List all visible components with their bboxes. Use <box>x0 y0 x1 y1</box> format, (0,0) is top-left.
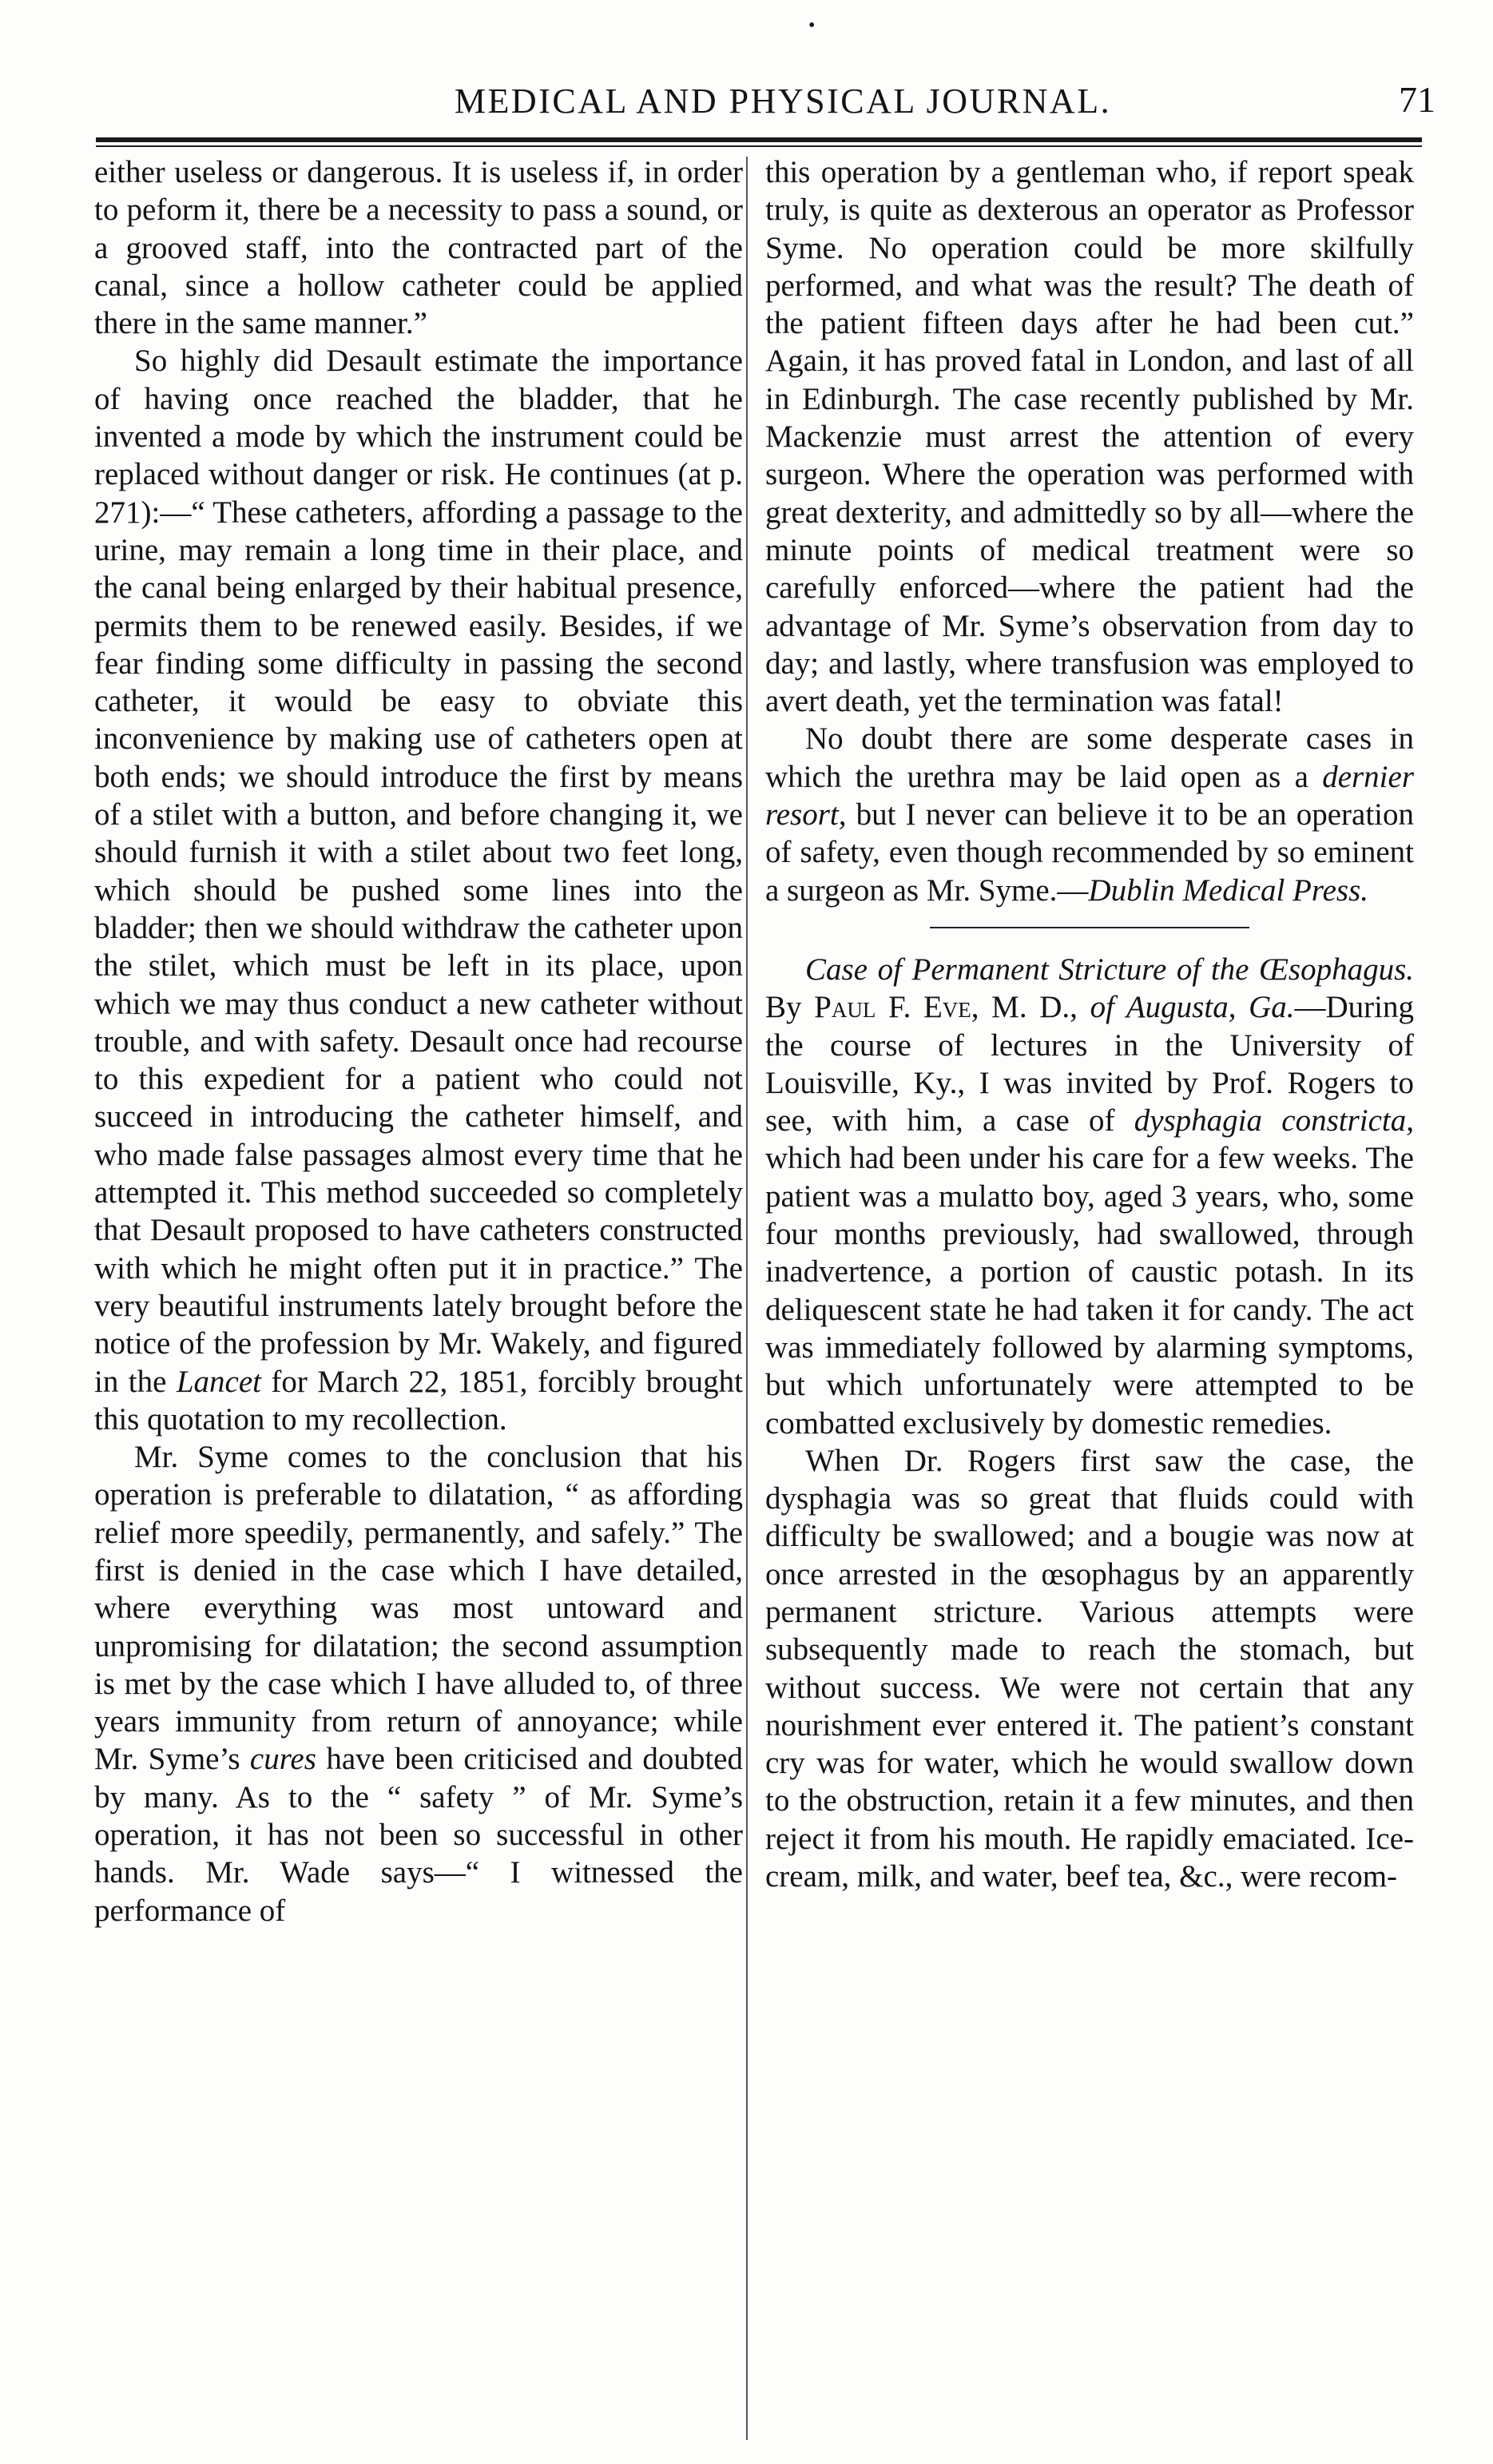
paragraph: this operation by a gentleman who, if report speak truly, is quite as dexterous an operator as Professor Syme. No operation could be more skilfully performed, and what was the result? The death of the patient fifteen days after he had been cut.” Again, it has proved fatal in London, and last of all in Edinburgh. The case recently published by Mr. Mackenzie must arrest the attention of every surgeon. Where the operation was performed with great dexterity, and admittedly so by all—where the minute points of medical treatment were so carefully enforced—where the patient had the advantage of Mr. Syme’s observation from day to day; and lastly, where transfusion was employed to avert death, yet the termination was fatal! <box>765 155 1414 719</box>
paragraph: either useless or dangerous. It is useless if, in order to peform it, there be a necessity to pass a sound, or a grooved staff, into the contracted part of the canal, since a hollow catheter could be applied there in the same manner.” <box>94 155 743 341</box>
section-rule <box>930 927 1249 928</box>
paragraph-text: have been criticised and doubted by many. As to the “ safety ” of Mr. Syme’s operation, it has not been so successful in other hands. Mr. Wade says—“ I witnessed the performance of <box>94 1742 743 1928</box>
paragraph <box>94 342 743 1438</box>
right-column <box>765 153 1414 1895</box>
byline: By <box>765 990 802 1025</box>
header-rule-thin <box>96 145 1422 147</box>
paragraph: When Dr. Rogers first saw the case, the dysphagia was so great that fluids could with difficulty be swallowed; and a bougie was now at once arrested in the œsophagus by an apparently permanent stricture. Various attempts were subsequently made to reach the stomach, but without success. We were not certain that any nourishment ever entered it. The patient’s constant cry was for water, which he would swallow down to the obstruction, retain it a few minutes, and then reject it from his mouth. He rapidly emaciated. Ice-cream, milk, and water, beef tea, &c., were recom- <box>765 1443 1414 1894</box>
paragraph-text: —During the course of lectures in the University of Louisville, Ky., I was invited by Prof. Rogers to see, with him, a case of <box>765 990 1415 1139</box>
header-ornament: • <box>808 15 816 36</box>
header-rule <box>96 137 1422 142</box>
paragraph-text: which had been under his care for a few weeks. The patient was a mulatto boy, aged 3 years, who, some four months previously, had swallowed, through inadvertence, a portion of caustic potash. In its deliquescent state he had taken it for candy. The act was immediately followed by alarming symptoms, but which unfortunately were attempted to be combatted exclusively by domestic remedies. <box>765 1141 1414 1441</box>
emphasis: dernier resort, <box>765 759 1414 833</box>
article-title: Case of Permanent Stricture of the Œsophagus. <box>805 952 1414 987</box>
page-number: 71 <box>1399 79 1435 120</box>
author-degree: , M. D., <box>971 990 1078 1025</box>
article-paragraph <box>765 951 1414 1442</box>
author-name: Paul F. Eve <box>814 990 971 1025</box>
paragraph-text: So highly did Desault estimate the importance of having once reached the bladder, that he invented a mode by which the instrument could be replaced without danger or risk. He continues (at p. 271):—“ These catheters, affording a passage to the urine, may remain a long time in their place, and the canal being enlarged by their habitual presence, permits them to be renewed easily. Besides, if we fear finding some difficulty in passing the second catheter, it would be easy to obviate this inconvenience by making use of catheters open at both ends; we should introduce the first by means of a stilet with a button, and before changing it, we should furnish it with a stilet about two feet long, which should be pushed some lines into the bladder; then we should withdraw the catheter upon the stilet, which must be left in its place, upon which we may thus conduct a new catheter without trouble, and with safety. Desault once had recourse to this expedient for a patient who could not succeed in introducing the catheter himself, and who made false passages almost every time that he attempted it. This method succeeded so completely that Desault proposed to have catheters constructed with which he might often put it in practice.” The very beautiful instruments lately brought before the notice of the profession by Mr. Wakely, and figured in the <box>94 344 743 1399</box>
paragraph-text: No doubt there are some desperate cases in which the urethra may be laid open as a <box>765 721 1414 794</box>
paragraph <box>94 1438 743 1929</box>
running-title: MEDICAL AND PHYSICAL JOURNAL. <box>454 81 1112 121</box>
left-column <box>94 153 743 1929</box>
paragraph-text: but I never can believe it to be an operation of safety, even though recommended by so eminent a surgeon as Mr. Syme.— <box>765 797 1415 908</box>
paragraph-text: for March 22, 1851, forcibly brought this quotation to my recollection. <box>94 1364 744 1437</box>
journal-title: Lancet <box>176 1364 261 1399</box>
emphasis: cures <box>249 1742 316 1777</box>
source-citation: Dublin Medical Press. <box>1088 872 1369 908</box>
paragraph-text: Mr. Syme comes to the conclusion that his operation is preferable to dilatation, “ as affording relief more speedily, permanently, and safely.” The first is denied in the case which I have detailed, where everything was most untoward and unpromising for dilatation; the second assumption is met by the case which I have alluded to, of three years immunity from return of annoyance; while Mr. Syme’s <box>94 1440 743 1777</box>
author-place: of Augusta, Ga. <box>1090 990 1295 1025</box>
column-divider <box>746 157 748 2440</box>
paragraph <box>765 720 1414 908</box>
emphasis: dysphagia constricta, <box>1134 1103 1414 1139</box>
